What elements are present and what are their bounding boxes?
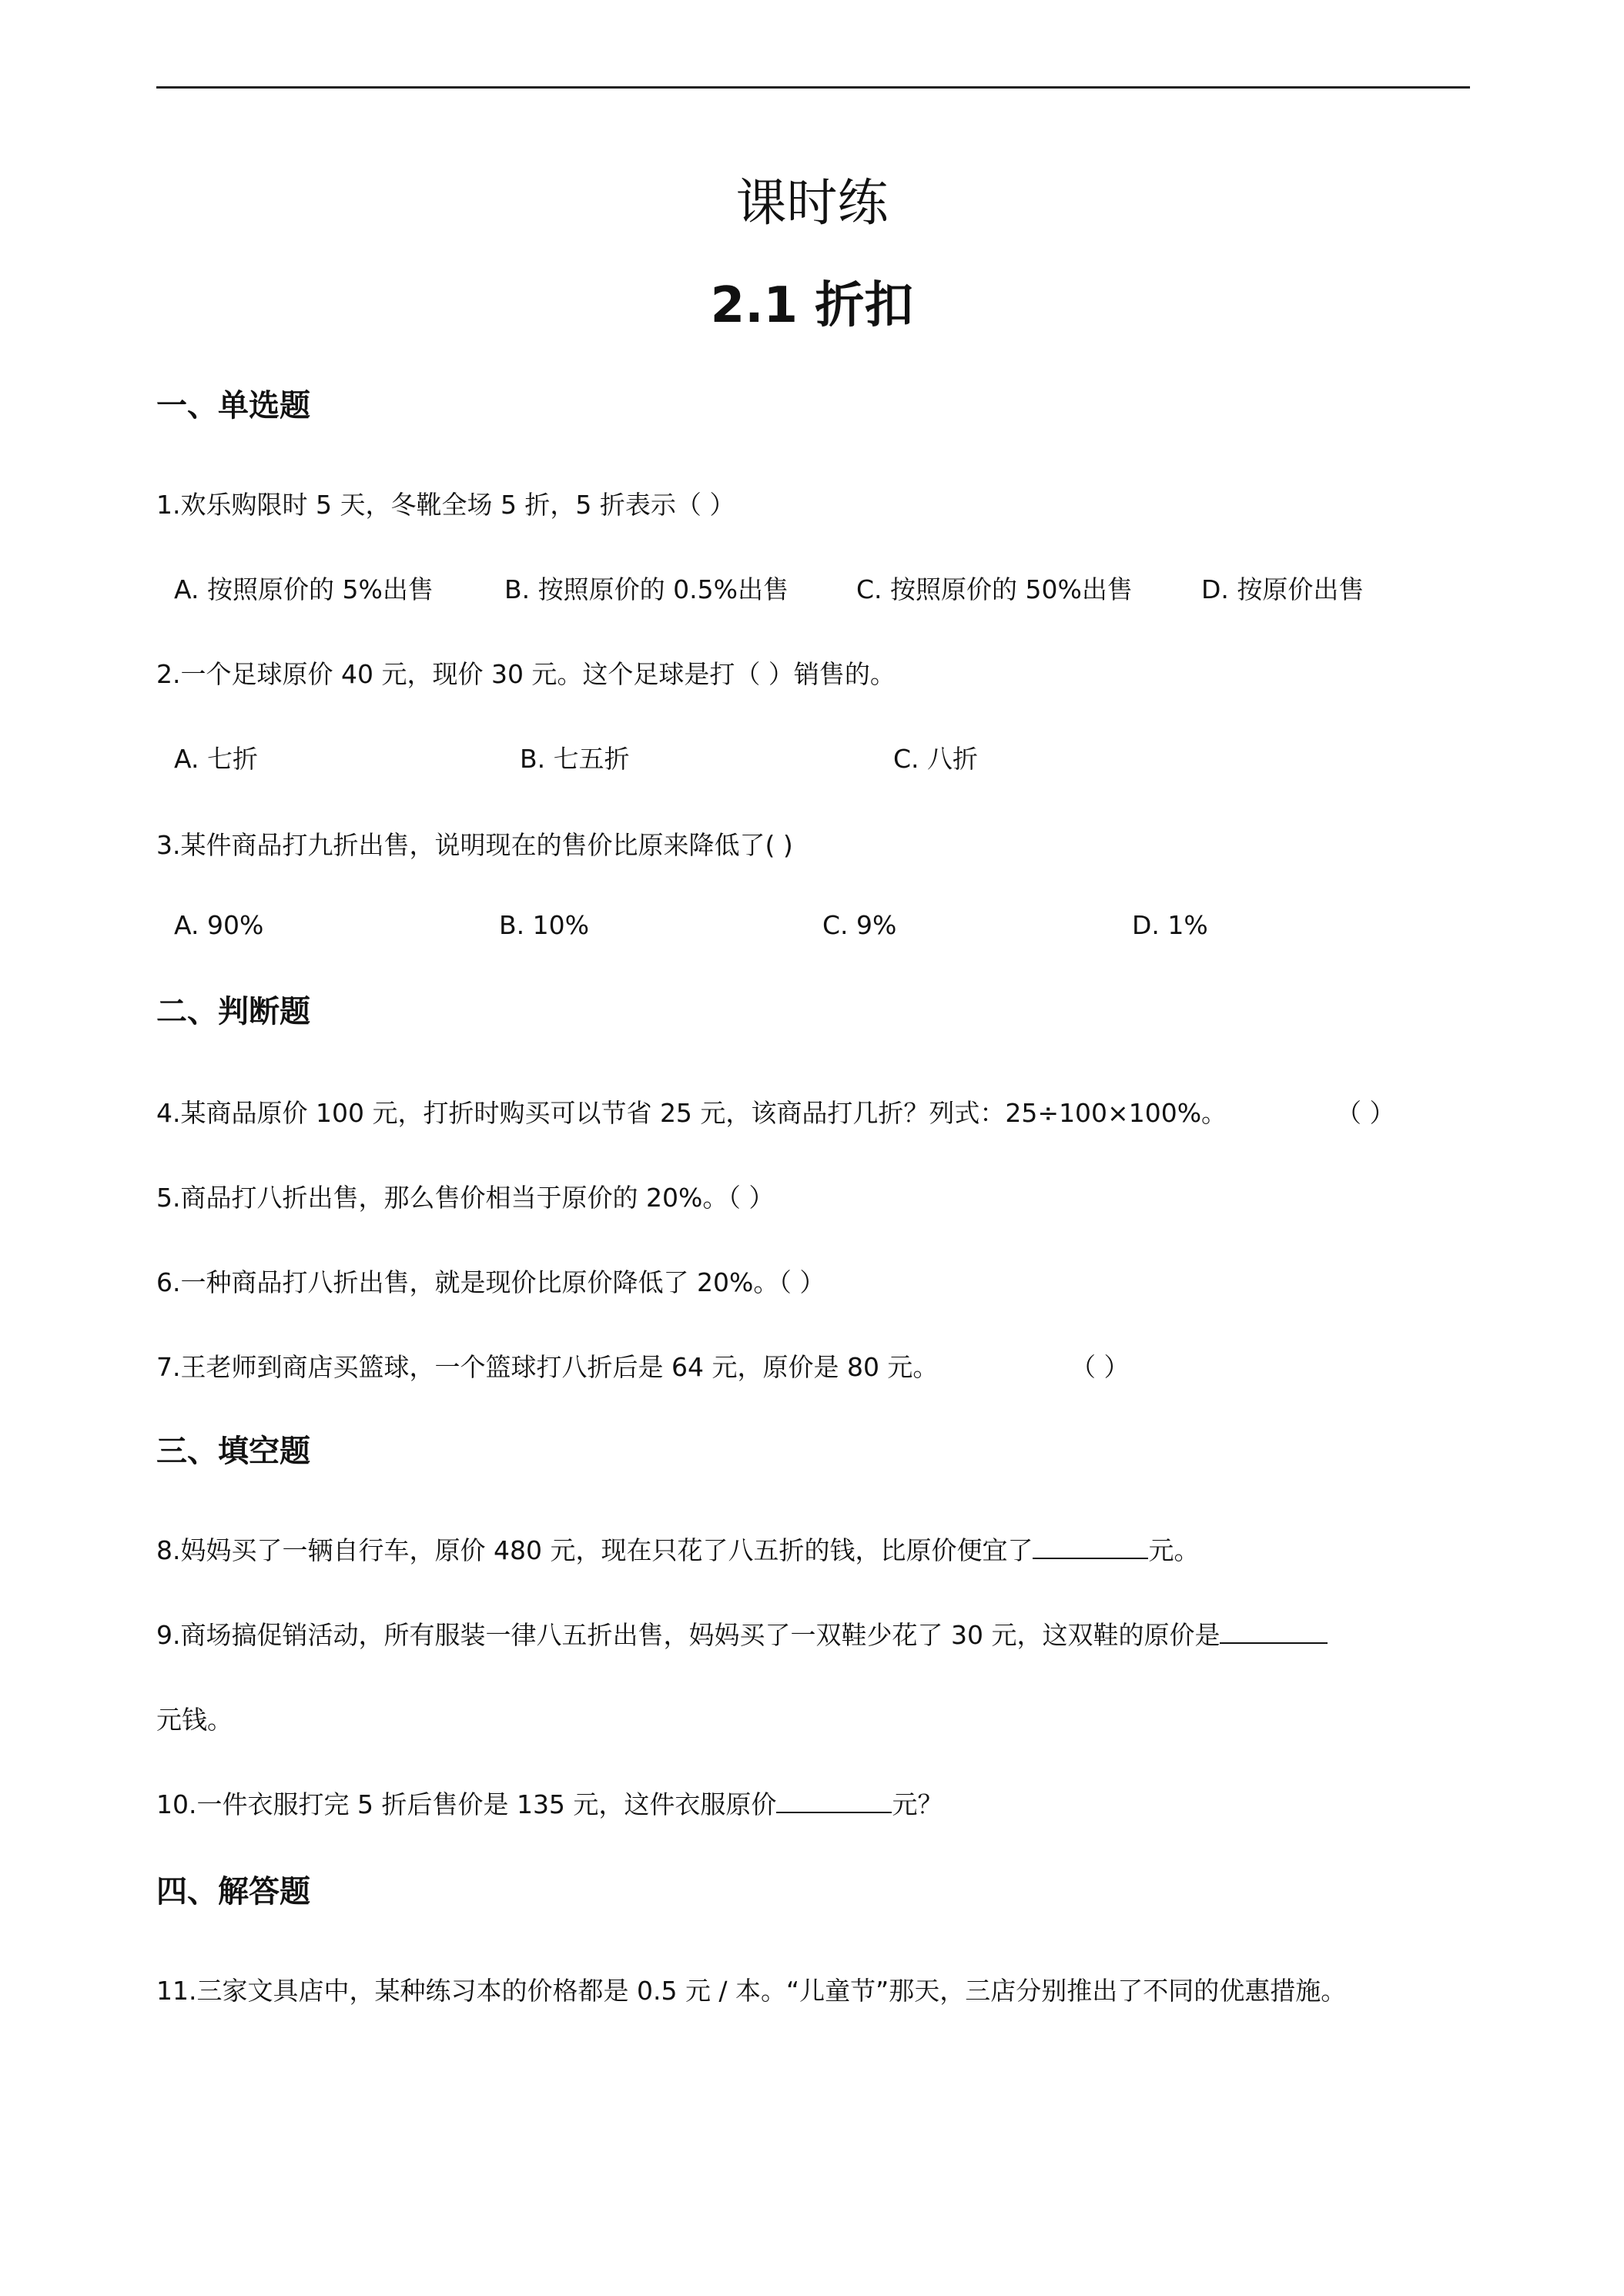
q1-option-a[interactable]: A. 按照原价的 5%出售 [174, 574, 434, 604]
lesson-title: 2.1 折扣 [710, 277, 914, 334]
question-8 [156, 1531, 1199, 1567]
question-9 [156, 1615, 1328, 1652]
q3-option-a[interactable]: A. 90% [174, 910, 264, 940]
section-heading-true-false: 二、判断题 [156, 994, 310, 1029]
q8-unit: 元。 [1148, 1535, 1200, 1565]
page-title: 课时练 [735, 173, 889, 233]
question-3: 3.某件商品打九折出售，说明现在的售价比原来降低了( ) [156, 830, 793, 860]
q8-answer-blank[interactable] [1033, 1535, 1148, 1559]
q4-answer-parens[interactable]: （ ） [1336, 1098, 1395, 1128]
q10-unit: 元？ [892, 1789, 943, 1819]
q2-option-b[interactable]: B. 七五折 [520, 744, 630, 774]
section-heading-word-problems: 四、解答题 [156, 1874, 310, 1909]
question-7: 7.王老师到商店买篮球，一个篮球打八折后是 64 元，原价是 80 元。 [156, 1352, 939, 1382]
q3-option-d[interactable]: D. 1% [1132, 910, 1208, 940]
q9-text: 9.商场搞促销活动，所有服装一律八五折出售，妈妈买了一双鞋少花了 30 元，这双鞋的原价是 [156, 1620, 1221, 1650]
q10-text: 10.一件衣服打完 5 折后售价是 135 元，这件衣服原价 [156, 1789, 777, 1819]
question-10 [156, 1785, 943, 1821]
question-5: 5.商品打八折出售，那么售价相当于原价的 20%。（ ） [156, 1183, 775, 1213]
q1-option-b[interactable]: B. 按照原价的 0.5%出售 [504, 574, 789, 604]
section-heading-fill-blank: 三、填空题 [156, 1434, 310, 1469]
q3-option-b[interactable]: B. 10% [499, 910, 589, 940]
q9-unit: 元钱。 [156, 1705, 233, 1735]
section-heading-single-choice: 一、单选题 [156, 388, 310, 423]
q2-option-a[interactable]: A. 七折 [174, 744, 258, 774]
q8-text: 8.妈妈买了一辆自行车，原价 480 元，现在只花了八五折的钱，比原价便宜了 [156, 1535, 1033, 1565]
question-1: 1.欢乐购限时 5 天，冬靴全场 5 折，5 折表示（ ） [156, 490, 735, 520]
question-4: 4.某商品原价 100 元，打折时购买可以节省 25 元，该商品打几折？列式：25÷100×100%。 [156, 1098, 1227, 1128]
question-11: 11.三家文具店中，某种练习本的价格都是 0.5 元 / 本。“儿童节”那天，三店分别推出了不同的优惠措施。 [156, 1976, 1347, 2006]
q1-option-c[interactable]: C. 按照原价的 50%出售 [856, 574, 1133, 604]
q9-answer-blank[interactable] [1220, 1619, 1328, 1644]
question-2: 2.一个足球原价 40 元，现价 30 元。这个足球是打（ ）销售的。 [156, 659, 896, 689]
q3-option-c[interactable]: C. 9% [822, 910, 897, 940]
top-rule [156, 86, 1470, 89]
q1-option-d[interactable]: D. 按原价出售 [1201, 574, 1364, 604]
q2-option-c[interactable]: C. 八折 [893, 744, 979, 774]
q10-answer-blank[interactable] [776, 1789, 892, 1813]
question-6: 6.一种商品打八折出售，就是现价比原价降低了 20%。（ ） [156, 1267, 825, 1297]
q7-answer-parens[interactable]: （ ） [1070, 1352, 1130, 1382]
